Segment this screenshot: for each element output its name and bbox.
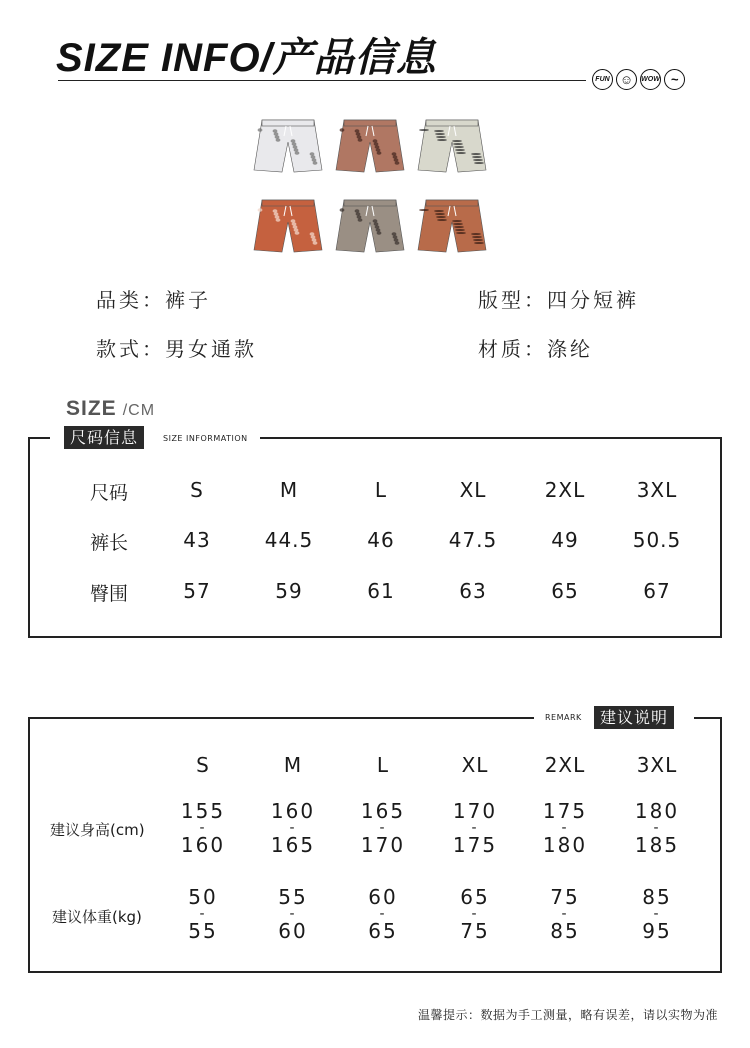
weight-range bbox=[525, 885, 605, 943]
length-value: 44.5 bbox=[264, 528, 314, 552]
size-heading bbox=[66, 397, 155, 421]
height-range-min: 165 bbox=[360, 799, 406, 823]
remark-size-s: S bbox=[196, 753, 210, 777]
weight-range-dash: - bbox=[289, 906, 297, 922]
height-range-dash: - bbox=[653, 820, 661, 836]
length-row-label: 裤长 bbox=[90, 532, 129, 554]
size-header-xl: XL bbox=[459, 478, 487, 502]
height-range-max: 180 bbox=[542, 833, 588, 857]
emoji-row bbox=[592, 69, 688, 91]
fun-emoji-icon: FUN bbox=[592, 69, 613, 90]
weight-range-dash: - bbox=[471, 906, 479, 922]
height-range-max: 170 bbox=[360, 833, 406, 857]
category-info: 品类：裤子 bbox=[96, 288, 211, 312]
height-range bbox=[435, 799, 515, 857]
remark-label-en: REMARK bbox=[541, 713, 586, 722]
weight-range-max: 55 bbox=[188, 919, 218, 943]
size-header-m: M bbox=[279, 478, 299, 502]
title-divider bbox=[58, 80, 586, 81]
height-range-dash: - bbox=[471, 820, 479, 836]
weight-range bbox=[435, 885, 515, 943]
tiger-print-shorts bbox=[416, 194, 488, 256]
size-header-3xl: 3XL bbox=[636, 478, 678, 502]
size-info-label: 尺码信息 bbox=[64, 426, 144, 449]
weight-range-dash: - bbox=[379, 906, 387, 922]
height-range-min: 155 bbox=[180, 799, 226, 823]
height-range-dash: - bbox=[199, 820, 207, 836]
remark-size-2xl: 2XL bbox=[544, 753, 586, 777]
hip-value: 61 bbox=[367, 579, 395, 603]
size-unit: /CM bbox=[122, 402, 156, 419]
page-title: SIZE INFO/产品信息 bbox=[56, 36, 437, 80]
style-info: 款式：男女通款 bbox=[96, 337, 257, 361]
height-range bbox=[617, 799, 697, 857]
product-gallery bbox=[252, 114, 492, 259]
height-range-dash: - bbox=[379, 820, 387, 836]
height-range-min: 175 bbox=[542, 799, 588, 823]
hip-value: 57 bbox=[183, 579, 211, 603]
wave-emoji-icon: ~ bbox=[664, 69, 685, 90]
height-range-max: 185 bbox=[634, 833, 680, 857]
remark-size-m: M bbox=[283, 753, 303, 777]
size-header-l: L bbox=[374, 478, 388, 502]
weight-range-max: 85 bbox=[550, 919, 580, 943]
grin-emoji-icon: ☺ bbox=[616, 69, 637, 90]
weight-range-min: 60 bbox=[368, 885, 398, 909]
size-info-label-en: SIZE INFORMATION bbox=[159, 434, 252, 443]
length-value: 46 bbox=[367, 528, 395, 552]
length-value: 49 bbox=[551, 528, 579, 552]
weight-range-min: 75 bbox=[550, 885, 580, 909]
leopard-print-shorts bbox=[334, 114, 406, 176]
zebra-print-shorts bbox=[416, 114, 488, 176]
weight-range-min: 85 bbox=[642, 885, 672, 909]
hip-value: 65 bbox=[551, 579, 579, 603]
remark-size-l: L bbox=[376, 753, 390, 777]
hip-value: 59 bbox=[275, 579, 303, 603]
height-range-max: 160 bbox=[180, 833, 226, 857]
height-range-min: 160 bbox=[270, 799, 316, 823]
height-range bbox=[343, 799, 423, 857]
length-value: 47.5 bbox=[448, 528, 498, 552]
weight-range-dash: - bbox=[561, 906, 569, 922]
weight-range bbox=[163, 885, 243, 943]
snake-print-shorts bbox=[334, 194, 406, 256]
height-range bbox=[253, 799, 333, 857]
weight-range bbox=[617, 885, 697, 943]
weight-range-min: 55 bbox=[278, 885, 308, 909]
red-floral-print-shorts bbox=[252, 194, 324, 256]
height-range bbox=[525, 799, 605, 857]
remark-size-3xl: 3XL bbox=[636, 753, 678, 777]
size-heading-text: SIZE bbox=[66, 397, 117, 420]
length-value: 43 bbox=[183, 528, 211, 552]
height-range-min: 170 bbox=[452, 799, 498, 823]
weight-range bbox=[343, 885, 423, 943]
weight-row-label: 建议体重(kg) bbox=[52, 908, 142, 926]
height-range-dash: - bbox=[561, 820, 569, 836]
weight-range-dash: - bbox=[653, 906, 661, 922]
height-range bbox=[163, 799, 243, 857]
weight-range-max: 60 bbox=[278, 919, 308, 943]
size-header-2xl: 2XL bbox=[544, 478, 586, 502]
material-info: 材质：涤纶 bbox=[478, 337, 593, 361]
weight-range-max: 95 bbox=[642, 919, 672, 943]
length-value: 50.5 bbox=[632, 528, 682, 552]
size-header-label: 尺码 bbox=[90, 482, 129, 504]
height-row-label: 建议身高(cm) bbox=[50, 821, 145, 839]
height-range-dash: - bbox=[289, 820, 297, 836]
size-header-s: S bbox=[190, 478, 204, 502]
fit-info: 版型：四分短裤 bbox=[478, 288, 639, 312]
height-range-min: 180 bbox=[634, 799, 680, 823]
weight-range-min: 50 bbox=[188, 885, 218, 909]
weight-range-min: 65 bbox=[460, 885, 490, 909]
hip-value: 63 bbox=[459, 579, 487, 603]
weight-range-max: 75 bbox=[460, 919, 490, 943]
weight-range-dash: - bbox=[199, 906, 207, 922]
hip-row-label: 臀围 bbox=[90, 583, 129, 605]
weight-range-max: 65 bbox=[368, 919, 398, 943]
height-range-max: 175 bbox=[452, 833, 498, 857]
wow-emoji-icon: WOW bbox=[640, 69, 661, 90]
weight-range bbox=[253, 885, 333, 943]
white-palm-print-shorts bbox=[252, 114, 324, 176]
footer-note: 温馨提示：数据为手工测量，略有误差，请以实物为准 bbox=[417, 1008, 718, 1022]
hip-value: 67 bbox=[643, 579, 671, 603]
height-range-max: 165 bbox=[270, 833, 316, 857]
remark-size-xl: XL bbox=[461, 753, 489, 777]
remark-label: 建议说明 bbox=[594, 706, 674, 729]
